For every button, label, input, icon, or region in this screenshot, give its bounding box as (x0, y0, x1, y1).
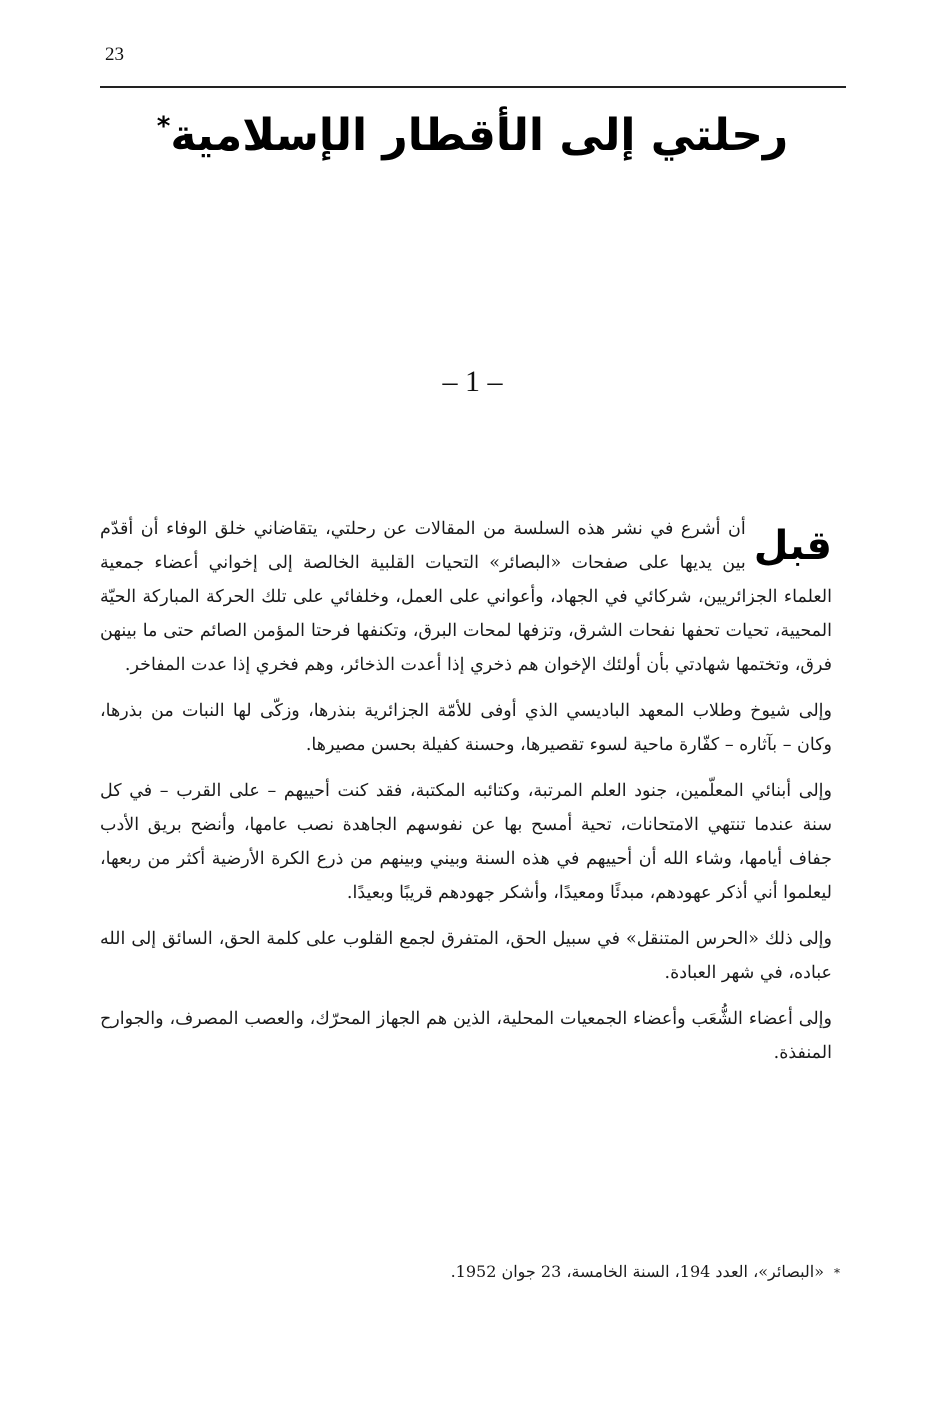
section-number: – 1 – (442, 365, 503, 398)
footnote-marker: * (834, 1266, 840, 1280)
paragraph-2: وإلى شيوخ وطلاب المعهد الباديسي الذي أوفى للأمّة الجزائرية بنذرها، وزكّى لها النبات من بذرها، وكان – بآثاره – كفّارة ماحية لسوء تقصيرها، وحسنة كفيلة بحسن مصيرها. (100, 701, 832, 755)
paragraph-1-text: أن أشرع في نشر هذه السلسة من المقالات عن رحلتي، يتقاضاني خلق الوفاء أن أقدّم بين يديها على صفحات «البصائر» التحيات القلبية الخالصة إلى إخواني أعضاء جمعية العلماء الجزائريين، شركائي في الجهاد، وأعواني على العمل، وخلفائي على تلك الحركة المباركة الحيّة المحيية، تحيات تحفها نفحات الشرق، وتزفها لمحات البرق، وتكنفها فرحتا المؤمن الصائم حتى ما بينهن فرق، وتختمها شهادتي بأن أولئك الإخوان هم ذخري إذا أعدت الذخائر، وهم فخري إذا عدت المفاخر. (100, 519, 832, 675)
footnote-text: «البصائر»، العدد 194، السنة الخامسة، 23 جوان 1952. (450, 1262, 824, 1281)
paragraph-4: وإلى ذلك «الحرس المتنقل» في سبيل الحق، المتفرق لجمع القلوب على كلمة الحق، السائق إلى الله عباده، في شهر العبادة. (100, 929, 832, 983)
page-number: 23 (105, 44, 124, 65)
paragraph-3: وإلى أبنائي المعلّمين، جنود العلم المرتبة، وكتائبه المكتبة، فقد كنت أحييهم – على القرب – في كل سنة عندما تنتهي الامتحانات، تحية أمسح بها عن نفوسهم الجاهدة نصب عامها، وأنضح بريق الأدب جفاف أيامها، وشاء الله أن أحييهم في هذه السنة وبيني وبينهم من ذرع الكرة الأرضية أكثر من ربعها، ليعلموا أني أذكر عهودهم، مبدئًا ومعيدًا، وأشكر جهودهم قريبًا وبعيدًا. (100, 781, 832, 903)
paragraph-5: وإلى أعضاء الشُّعَب وأعضاء الجمعيات المحلية، الذين هم الجهاز المحرّك، والعصب المصرف، والجوارح المنفذة. (100, 1009, 832, 1063)
title-footnote-marker: * (156, 111, 171, 142)
footnote (100, 1262, 840, 1281)
paragraph-1 (100, 512, 832, 682)
title-text: رحلتي إلى الأقطار الإسلامية (170, 110, 789, 161)
dropcap: قبل (753, 523, 832, 569)
body-text (100, 512, 832, 1082)
header-rule (100, 86, 846, 88)
page-title (120, 110, 825, 161)
